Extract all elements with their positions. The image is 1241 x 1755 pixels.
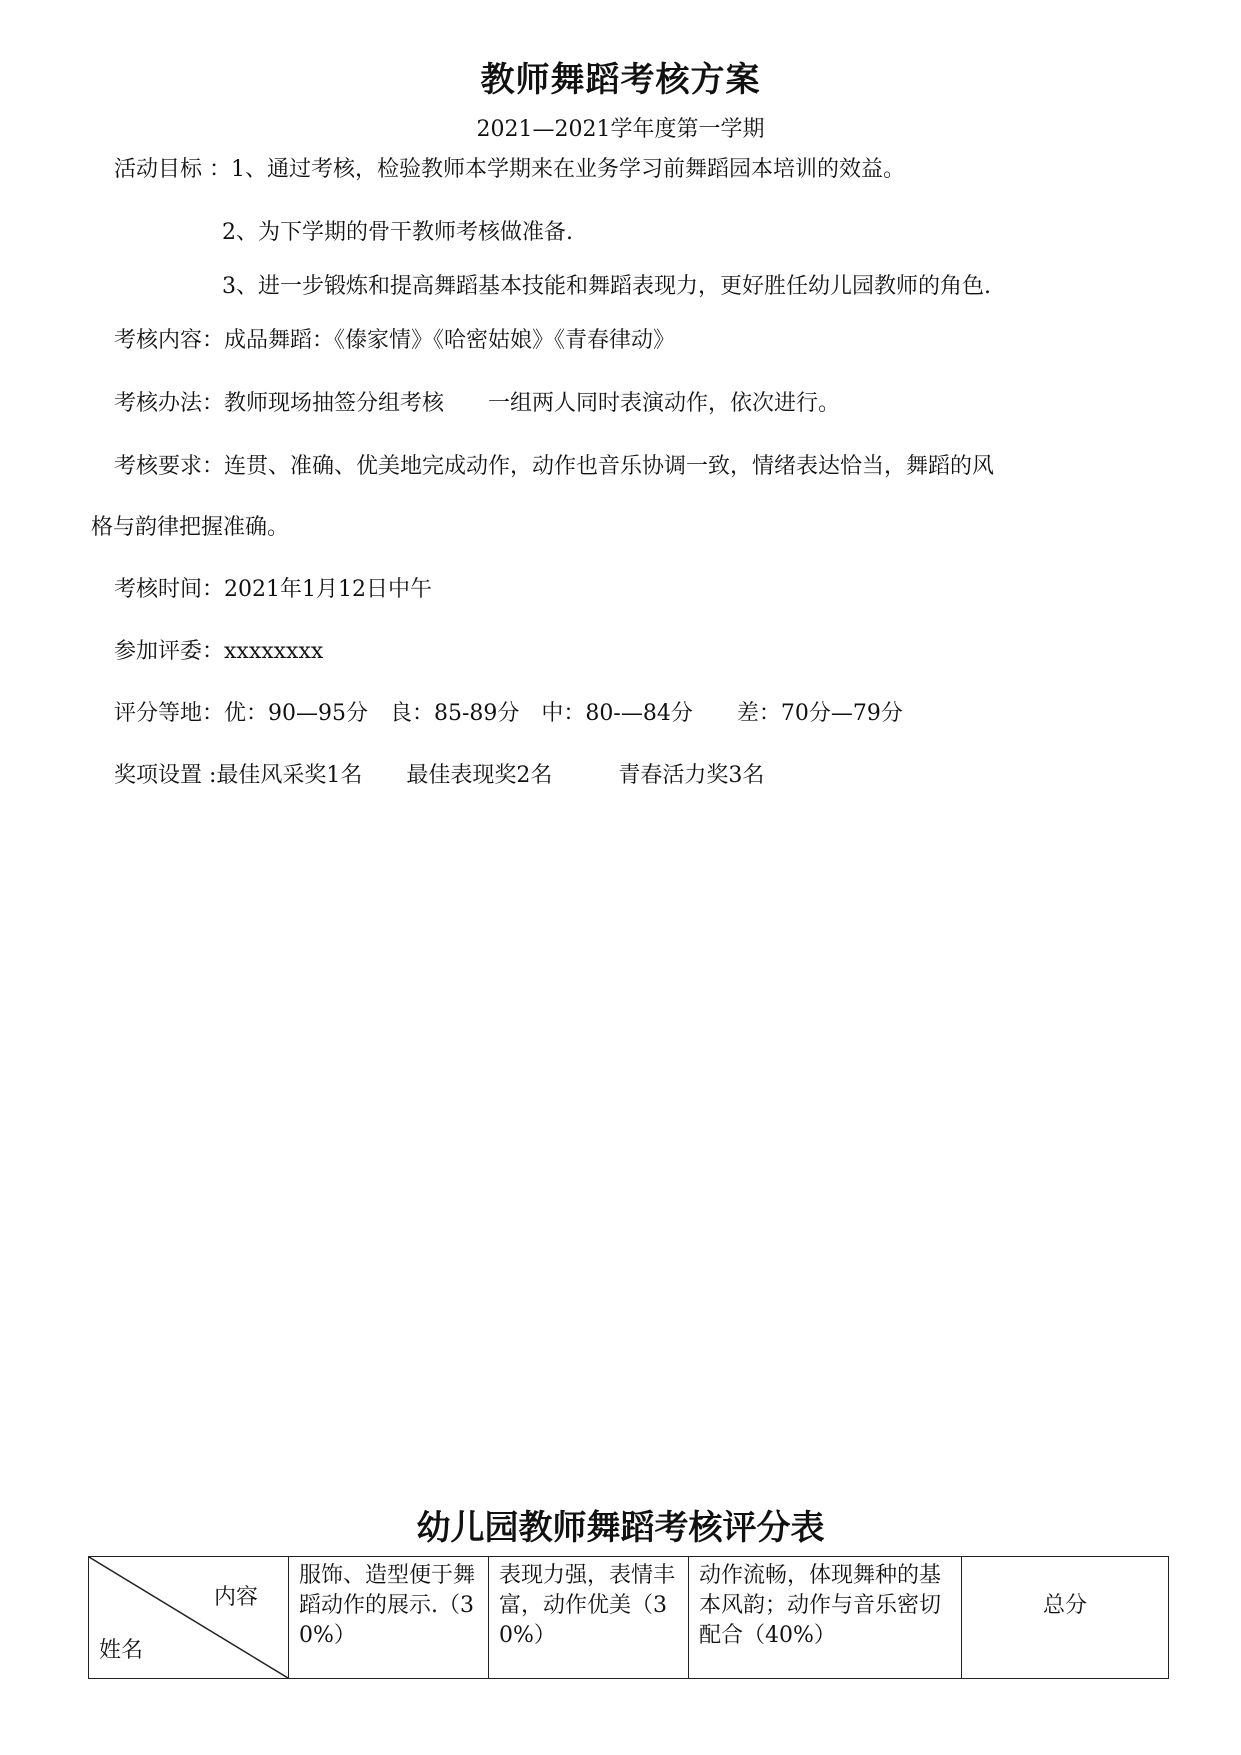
- time-line: 考核时间：2021年1月12日中午: [114, 577, 432, 602]
- method-line: 考核办法：教师现场抽签分组考核 一组两人同时表演动作，依次进行。: [114, 391, 841, 416]
- content-line: 考核内容：成品舞蹈：《傣家情》《哈密姑娘》《青春律动》: [114, 328, 676, 353]
- requirement-line-2: 格与韵律把握准确。: [91, 515, 290, 540]
- column-header-costume: 服饰、造型便于舞蹈动作的展示.（30%）: [289, 1557, 489, 1679]
- requirement-line-1: 考核要求：连贯、准确、优美地完成动作，动作也音乐协调一致，情绪表达恰当，舞蹈的风: [114, 454, 995, 479]
- column-header-movement: 动作流畅，体现舞种的基本风韵；动作与音乐密切配合（40%）: [689, 1557, 962, 1679]
- column-header-total: [962, 1557, 1169, 1679]
- grading-line: 评分等地：优：90—95分 良：85-89分 中：80-—84分 差：70分—79分: [114, 701, 903, 726]
- goal-line-3: 3、进一步锻炼和提高舞蹈基本技能和舞蹈表现力，更好胜任幼儿园教师的角色.: [222, 274, 991, 299]
- corner-top-label: 内容: [213, 1585, 258, 1610]
- document-title: 教师舞蹈考核方案: [480, 60, 761, 100]
- document-subtitle: 2021—2021学年度第一学期: [476, 117, 765, 142]
- corner-bottom-label: 姓名: [99, 1638, 144, 1663]
- goal-line-1: 活动目标 ：1、通过考核，检验教师本学期来在业务学习前舞蹈园本培训的效益。: [114, 157, 905, 182]
- awards-line: 奖项设置 :最佳风采奖1名 最佳表现奖2名 青春活力奖3名: [114, 763, 765, 788]
- score-table: [88, 1556, 1169, 1679]
- score-table-title: 幼儿园教师舞蹈考核评分表: [416, 1508, 825, 1548]
- total-label: 总分: [1042, 1593, 1087, 1618]
- goal-line-2: 2、为下学期的骨干教师考核做准备.: [222, 220, 573, 245]
- corner-header-cell: [89, 1557, 289, 1679]
- judges-line: 参加评委：xxxxxxxx: [114, 639, 324, 664]
- column-header-expression: 表现力强，表情丰富，动作优美（30%）: [489, 1557, 689, 1679]
